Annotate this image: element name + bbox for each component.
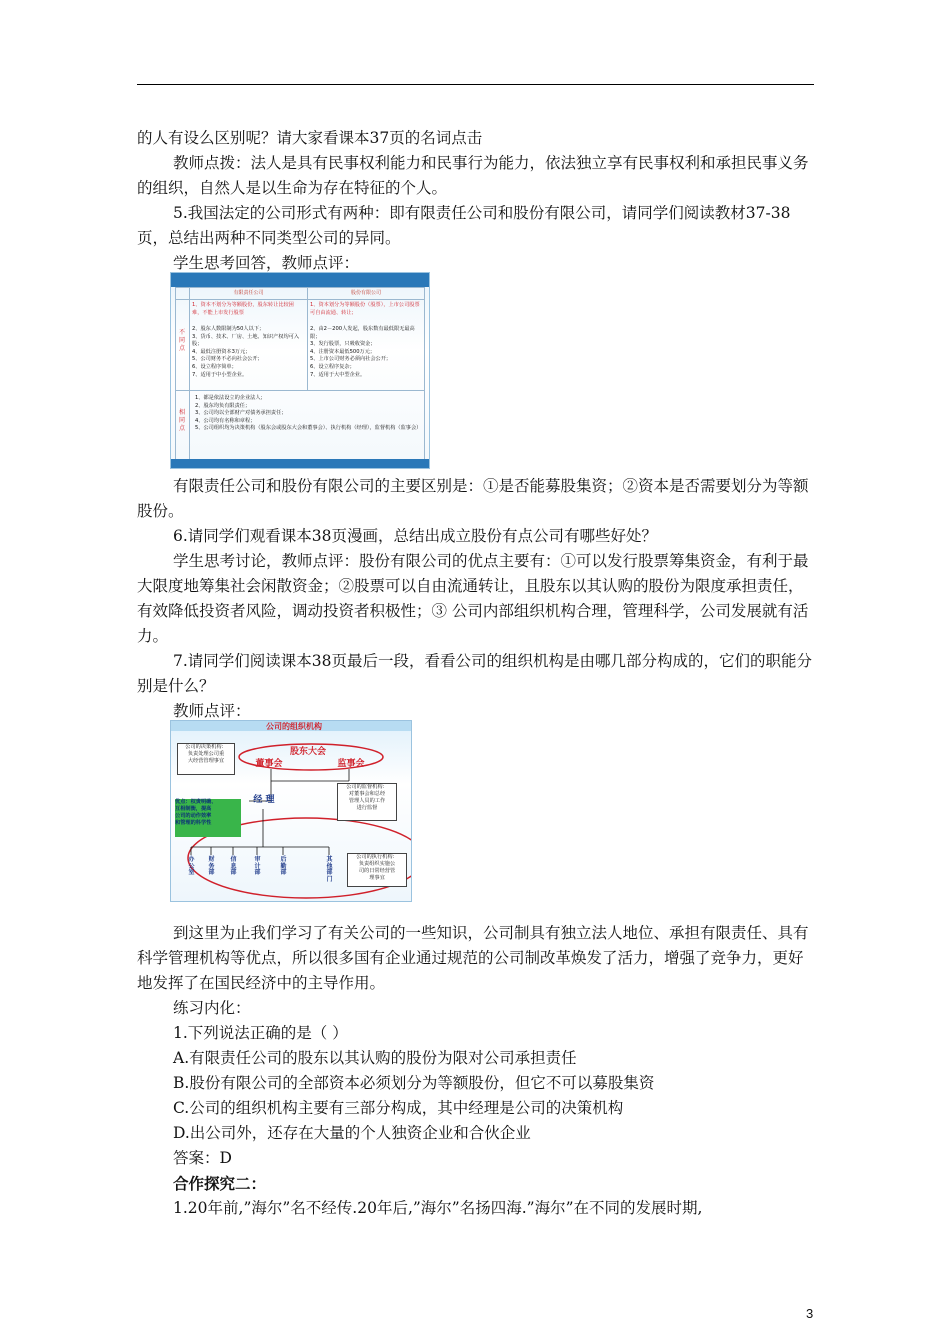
dept-logistics: 后勤部: [280, 856, 287, 876]
table-top-bar: [171, 273, 429, 287]
option-a: A.有限责任公司的股东以其认购的股份为限对公司承担责任: [173, 1049, 577, 1067]
merit-box: 优点：权责明确、 互相制衡，提高 公司的动作效率 和管理的科学性: [175, 799, 241, 837]
option-c: C.公司的组织机构主要有三部分构成，其中经理是公司的决策机构: [173, 1099, 624, 1117]
org-node-board: 董事会: [255, 759, 283, 769]
org-node-shareholders: 股东大会: [289, 747, 326, 757]
paragraph: 练习内化：: [173, 999, 251, 1017]
paragraph: 教师点评：: [173, 702, 251, 720]
table-bottom-bar: [171, 459, 429, 468]
supervisory-body-box: 公司的监督机构： 对董事会和总经 管理人员的工作 进行监督: [337, 783, 397, 821]
dept-finance: 财务部: [208, 856, 215, 876]
text-block-1: [137, 126, 814, 276]
table-cell-jsc-key: 1、资本划分为等额股份（股票），上市公司股票可自由流通、转让；: [310, 302, 420, 316]
page-number: 3: [806, 1306, 814, 1321]
org-title: 公司的组织机构: [266, 722, 322, 731]
paragraph: 学生思考讨论，教师点评：股份有限公司的优点主要有：①可以发行股票筹集资金，有利于最大限度地筹集社会闲散资金；②股票可以自由流通转让，且股东以其认购的股份为限度承担责任，有效降低投资者风险，调动投资者积极性；③ 公司内部组织机构合理，管理科学，公司发展就有活力。: [137, 552, 809, 645]
table-label-differences: 不同点: [178, 329, 185, 352]
paragraph: 5.我国法定的公司形式有两种：即有限责任公司和股份有限公司，请同学们阅读教材37-38页，总结出两种不同类型公司的异同。: [137, 204, 791, 247]
table-header-jsc: 股份有限公司: [350, 290, 381, 296]
org-node-supervisors: 监事会: [337, 759, 365, 769]
paragraph: 有限责任公司和股份有限公司的主要区别是：①是否能募股集资；②资本是否需要划分为等额股份。: [137, 477, 809, 520]
table-cell-llc-key: 1、资本不划分为等额股份，股东转让比较困难，不能上市发行股票: [192, 302, 294, 316]
question: 1.下列说法正确的是（ ）: [173, 1024, 348, 1042]
paragraph: 1.20年前,”海尔”名不经传.20年后,”海尔”名扬四海.”海尔”在不同的发展时期,: [173, 1199, 703, 1217]
table-label-similarities: 相同点: [178, 409, 185, 432]
answer: 答案：D: [173, 1149, 232, 1167]
table-cell-llc: 2、股东人数限制为50人以下； 3、货币、技术、厂房、土地、知识产权均可入股； 4、最低注册资本3万元； 5、公司财务不必向社会公开； 6、设立程序简单； 7、适用于中小型企业。: [192, 326, 300, 378]
option-b: B.股份有限公司的全部资本必须划分为等额股份，但它不可以募股集资: [173, 1074, 655, 1092]
company-comparison-table-image: [170, 272, 430, 469]
dept-other: 其他部门: [326, 856, 333, 883]
org-node-manager: 经 理: [253, 795, 275, 805]
paragraph: 的人有设么区别呢？请大家看课本37页的名词点击: [137, 129, 483, 147]
table-cell-jsc: 2、由2－200人发起，股东数有最低限无最高限； 3、发行股票，只吸收资金； 4、注册资本最低500万元； 5、上市公司财务必须向社会公开； 6、设立程序复杂； 7、适用于大中型企业。: [310, 326, 415, 378]
text-block-2: [137, 474, 814, 724]
header-rule: [137, 84, 814, 85]
option-d: D.出公司外，还存在大量的个人独资企业和合伙企业: [173, 1124, 531, 1142]
company-org-chart-image: [170, 720, 412, 902]
paragraph: 7.请同学们阅读课本38页最后一段，看看公司的组织机构是由哪几部分构成的，它们的职能分别是什么？: [137, 652, 813, 695]
dept-information: 信息部: [230, 856, 237, 876]
paragraph: 到这里为止我们学习了有关公司的一些知识，公司制具有独立法人地位、承担有限责任、具有科学管理机构等优点，所以很多国有企业通过规范的公司制改革焕发了活力，增强了竞争力，更好地发挥了在国民经济中的主导作用。: [137, 924, 809, 992]
paragraph: 学生思考回答，教师点评：: [173, 254, 360, 272]
dept-office: 办公室: [188, 856, 195, 876]
executive-body-box: 公司的执行机构： 负责组织实施公 司的日常经营管 理事宜: [347, 853, 407, 887]
section-heading: 合作探究二：: [173, 1174, 267, 1193]
text-block-3: [137, 921, 814, 1221]
paragraph: 教师点拨：法人是具有民事权利能力和民事行为能力，依法独立享有民事权利和承担民事义务的组织，自然人是以生命为存在特征的个人。: [137, 154, 809, 197]
dept-audit: 审计部: [254, 856, 261, 876]
decision-body-box: 公司的决策机构： 负责处理公司重 大经营管理事宜: [177, 743, 235, 775]
table-header-llc: 有限责任公司: [233, 290, 264, 296]
table-cell-same: 1、都是依法设立的企业法人； 2、股东均负有限责任； 3、公司均以全部财产对债务承担责任； 4、公司均有名称和章程； 5、公司组织均为决策机构（股东会或股东大会和董事会）、执行机构（经理），监督机构（监事会）: [195, 395, 422, 432]
paragraph: 6.请同学们观看课本38页漫画，总结出成立股份有点公司有哪些好处？: [173, 527, 658, 545]
